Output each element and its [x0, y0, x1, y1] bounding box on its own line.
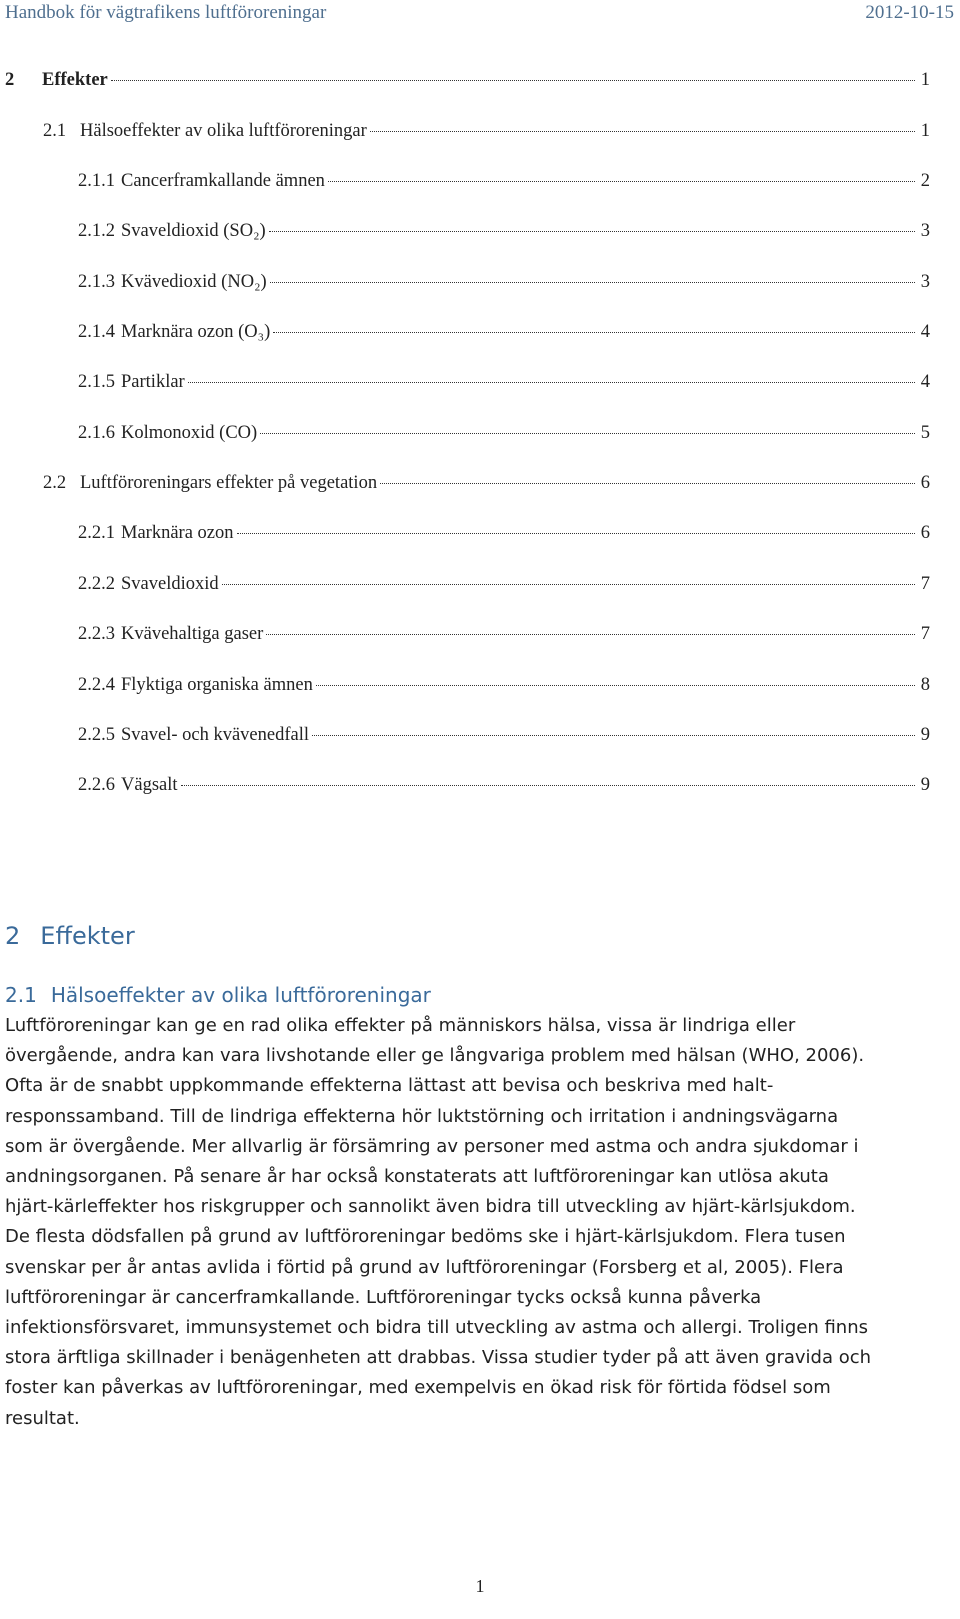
page-footer: [0, 1576, 960, 1597]
toc-number: 2.1.2: [78, 221, 115, 241]
toc-entry[interactable]: [78, 574, 930, 604]
toc-entry[interactable]: [43, 121, 930, 151]
toc-title: Kolmonoxid (CO): [121, 423, 258, 443]
toc-title: Luftföroreningars effekter på vegetation: [80, 473, 378, 493]
toc-entry[interactable]: [78, 423, 930, 453]
toc-title: Svaveldioxid: [121, 574, 219, 594]
body-line: infektionsförsvaret, immunsystemet och bidra till utveckling av astma och allergi. Troligen finns: [5, 1317, 868, 1339]
section-number: 2: [5, 922, 21, 950]
toc-entry[interactable]: [43, 473, 930, 503]
toc-title: Effekter: [42, 70, 108, 90]
body-line: som är övergående. Mer allvarlig är försämring av personer med astma och andra sjukdomar i: [5, 1135, 859, 1157]
toc-page-number: 2: [920, 171, 930, 191]
toc-page-number: 1: [920, 70, 930, 90]
toc-dot-leader: [380, 483, 915, 484]
toc-entry[interactable]: [78, 775, 930, 805]
toc-title: Svavel- och kvävenedfall: [121, 725, 310, 745]
subsection-heading: [5, 983, 431, 1007]
toc-entry[interactable]: [78, 221, 930, 251]
toc-dot-leader: [260, 433, 915, 434]
toc-title: Kvävehaltiga gaser: [121, 624, 264, 644]
toc-page-number: 3: [920, 221, 930, 241]
toc-dot-leader: [269, 231, 915, 232]
toc-entry[interactable]: [78, 372, 930, 402]
subsection-number: 2.1: [5, 983, 37, 1007]
header-date: 2012-10-15: [865, 2, 954, 23]
body-line: resultat.: [5, 1407, 80, 1429]
toc-page-number: 6: [920, 473, 930, 493]
body-line: De flesta dödsfallen på grund av luftföroreningar bedöms ske i hjärt-kärlsjukdom. Flera tusen: [5, 1226, 846, 1248]
toc-number: 2.2.5: [78, 725, 115, 745]
toc-dot-leader: [237, 533, 916, 534]
toc-page-number: 4: [920, 322, 930, 342]
section-heading: [5, 922, 135, 950]
body-line: stora ärftliga skillnader i benägenheten att drabbas. Vissa studier tyder på att även gravida och: [5, 1347, 872, 1369]
toc-title: Svaveldioxid (SO₂): [121, 221, 266, 241]
toc-dot-leader: [222, 584, 915, 585]
toc-number: 2.1: [43, 121, 67, 141]
toc-number: 2.2.1: [78, 523, 115, 543]
toc-entry[interactable]: [78, 523, 930, 553]
toc-title: Marknära ozon: [121, 523, 234, 543]
toc-page-number: 9: [920, 775, 930, 795]
toc-entry[interactable]: [78, 171, 930, 201]
body-paragraph: [5, 1011, 940, 1434]
toc-dot-leader: [328, 181, 915, 182]
toc-dot-leader: [273, 332, 915, 333]
toc-number: 2.1.5: [78, 372, 115, 392]
toc-number: 2.1.1: [78, 171, 115, 191]
body-line: hjärt-kärleffekter hos riskgrupper och sannolikt även bidra till utveckling av hjärt-kärlsjukdom.: [5, 1196, 856, 1218]
body-line: Luftföroreningar kan ge en rad olika effekter på människors hälsa, vissa är lindriga eller: [5, 1015, 796, 1036]
toc-page-number: 1: [920, 121, 930, 141]
body-line: foster kan påverkas av luftföroreningar, med exempelvis en ökad risk för förtida födsel som: [5, 1377, 831, 1399]
toc-title: Marknära ozon (O₃): [121, 322, 271, 342]
subsection-title: Hälsoeffekter av olika luftföroreningar: [50, 983, 431, 1007]
toc-page-number: 9: [920, 725, 930, 745]
toc-number: 2.2.3: [78, 624, 115, 644]
toc-dot-leader: [316, 685, 915, 686]
toc-number: 2.2.2: [78, 574, 115, 594]
toc-dot-leader: [370, 131, 915, 132]
toc-dot-leader: [181, 785, 915, 786]
toc-number: 2.1.6: [78, 423, 115, 443]
toc-page-number: 6: [920, 523, 930, 543]
toc-entry[interactable]: [78, 272, 930, 302]
page-number: 1: [475, 1576, 485, 1596]
toc-entry[interactable]: [78, 675, 930, 705]
toc-entry[interactable]: [78, 322, 930, 352]
body-line: övergående, andra kan vara livshotande eller ge långvariga problem med hälsan (WHO, 2006).: [5, 1045, 865, 1067]
toc-title: Vägsalt: [121, 775, 178, 795]
toc-page-number: 7: [920, 624, 930, 644]
toc-entry[interactable]: [78, 624, 930, 654]
toc-page-number: 4: [920, 372, 930, 392]
body-line: luftföroreningar är cancerframkallande. Luftföroreningar tycks också kunna påverka: [5, 1286, 762, 1308]
toc-entry[interactable]: [78, 725, 930, 755]
toc-number: 2.1.4: [78, 322, 115, 342]
toc-page-number: 7: [920, 574, 930, 594]
toc-number: 2.2.6: [78, 775, 115, 795]
toc-dot-leader: [270, 282, 915, 283]
toc-title: Partiklar: [121, 372, 185, 392]
body-line: andningsorganen. På senare år har också konstaterats att luftföroreningar kan utlösa akuta: [5, 1166, 829, 1188]
toc-number: 2.2.4: [78, 675, 115, 695]
toc-dot-leader: [188, 382, 915, 383]
toc-number: 2: [5, 70, 15, 90]
toc-title: Cancerframkallande ämnen: [121, 171, 325, 191]
body-line: svenskar per år antas avlida i förtid på grund av luftföroreningar (Forsberg et al, 2005). Flera: [5, 1256, 844, 1278]
running-header: [0, 0, 960, 28]
toc-number: 2.2: [43, 473, 67, 493]
toc-page-number: 5: [920, 423, 930, 443]
toc-title: Flyktiga organiska ämnen: [121, 675, 313, 695]
body-line: responssamband. Till de lindriga effekterna hör luktstörning och irritation i andningsvägarna: [5, 1105, 839, 1127]
toc-page-number: 8: [920, 675, 930, 695]
toc-dot-leader: [266, 634, 915, 635]
body-line: Ofta är de snabbt uppkommande effekterna lättast att bevisa och beskriva med halt-: [5, 1075, 774, 1097]
toc-number: 2.1.3: [78, 272, 115, 292]
header-title: Handbok för vägtrafikens luftföroreningar: [5, 2, 327, 23]
toc-entry[interactable]: [5, 70, 930, 100]
toc-dot-leader: [111, 80, 915, 81]
toc-title: Hälsoeffekter av olika luftföroreningar: [80, 121, 367, 141]
toc-title: Kvävedioxid (NO₂): [121, 272, 267, 292]
section-title: Effekter: [40, 922, 135, 950]
toc-dot-leader: [312, 735, 915, 736]
toc-page-number: 3: [920, 272, 930, 292]
